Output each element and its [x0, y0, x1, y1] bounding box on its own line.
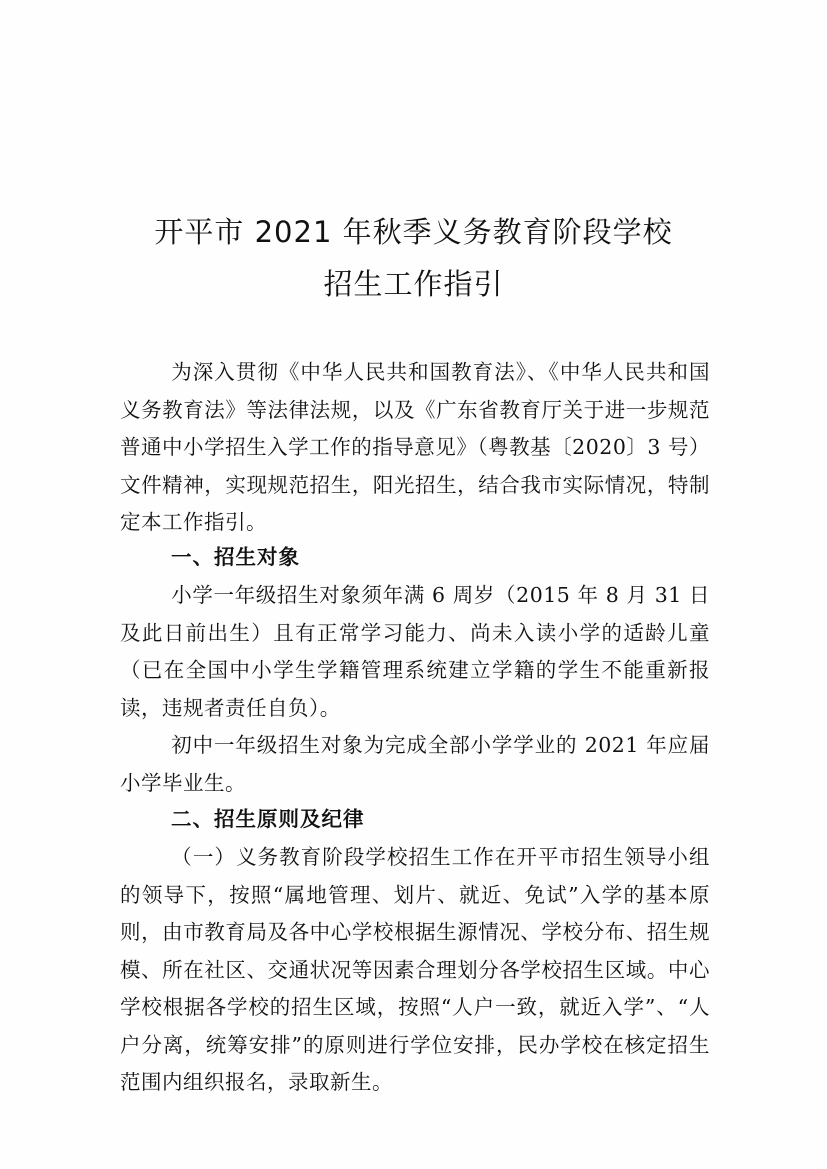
intro-paragraph: 为深入贯彻《中华人民共和国教育法》、《中华人民共和国义务教育法》等法律法规，以及《广东省教育厅关于进一步规范普通中小学招生入学工作的指导意见》（粤教基〔2020〕3 号）文件精神，实现规范招生，阳光招生，结合我市实际情况，特制定本工作指引。: [120, 360, 710, 534]
section-heading-principles: 二、招生原则及纪律: [171, 807, 365, 831]
document-title-line1: 开平市 2021 年秋季义务教育阶段学校: [154, 215, 673, 249]
paragraph-junior-enrollment: 初中一年级招生对象为完成全部小学学业的 2021 年应届小学毕业生。: [120, 733, 710, 795]
paragraph-primary-enrollment: 小学一年级招生对象须年满 6 周岁（2015 年 8 月 31 日及此日前出生）且有正常学习能力、尚未入读小学的适龄儿童（已在全国中小学生学籍管理系统建立学籍的学生不能重新报读，违规者责任自负）。: [120, 583, 710, 720]
section-heading-enrollment-targets: 一、招生对象: [171, 545, 300, 569]
document-title-line2: 招生工作指引: [323, 267, 504, 301]
paragraph-principles: （一）义务教育阶段学校招生工作在开平市招生领导小组的领导下，按照“属地管理、划片、就近、免试”入学的基本原则，由市教育局及各中心学校根据生源情况、学校分布、招生规模、所在社区、交通状况等因素合理划分各学校招生区域。中心学校根据各学校的招生区域，按照“人户一致，就近入学”、“人户分离，统筹安排”的原则进行学位安排，民办学校在核定招生范围内组织报名，录取新生。: [120, 845, 710, 1094]
